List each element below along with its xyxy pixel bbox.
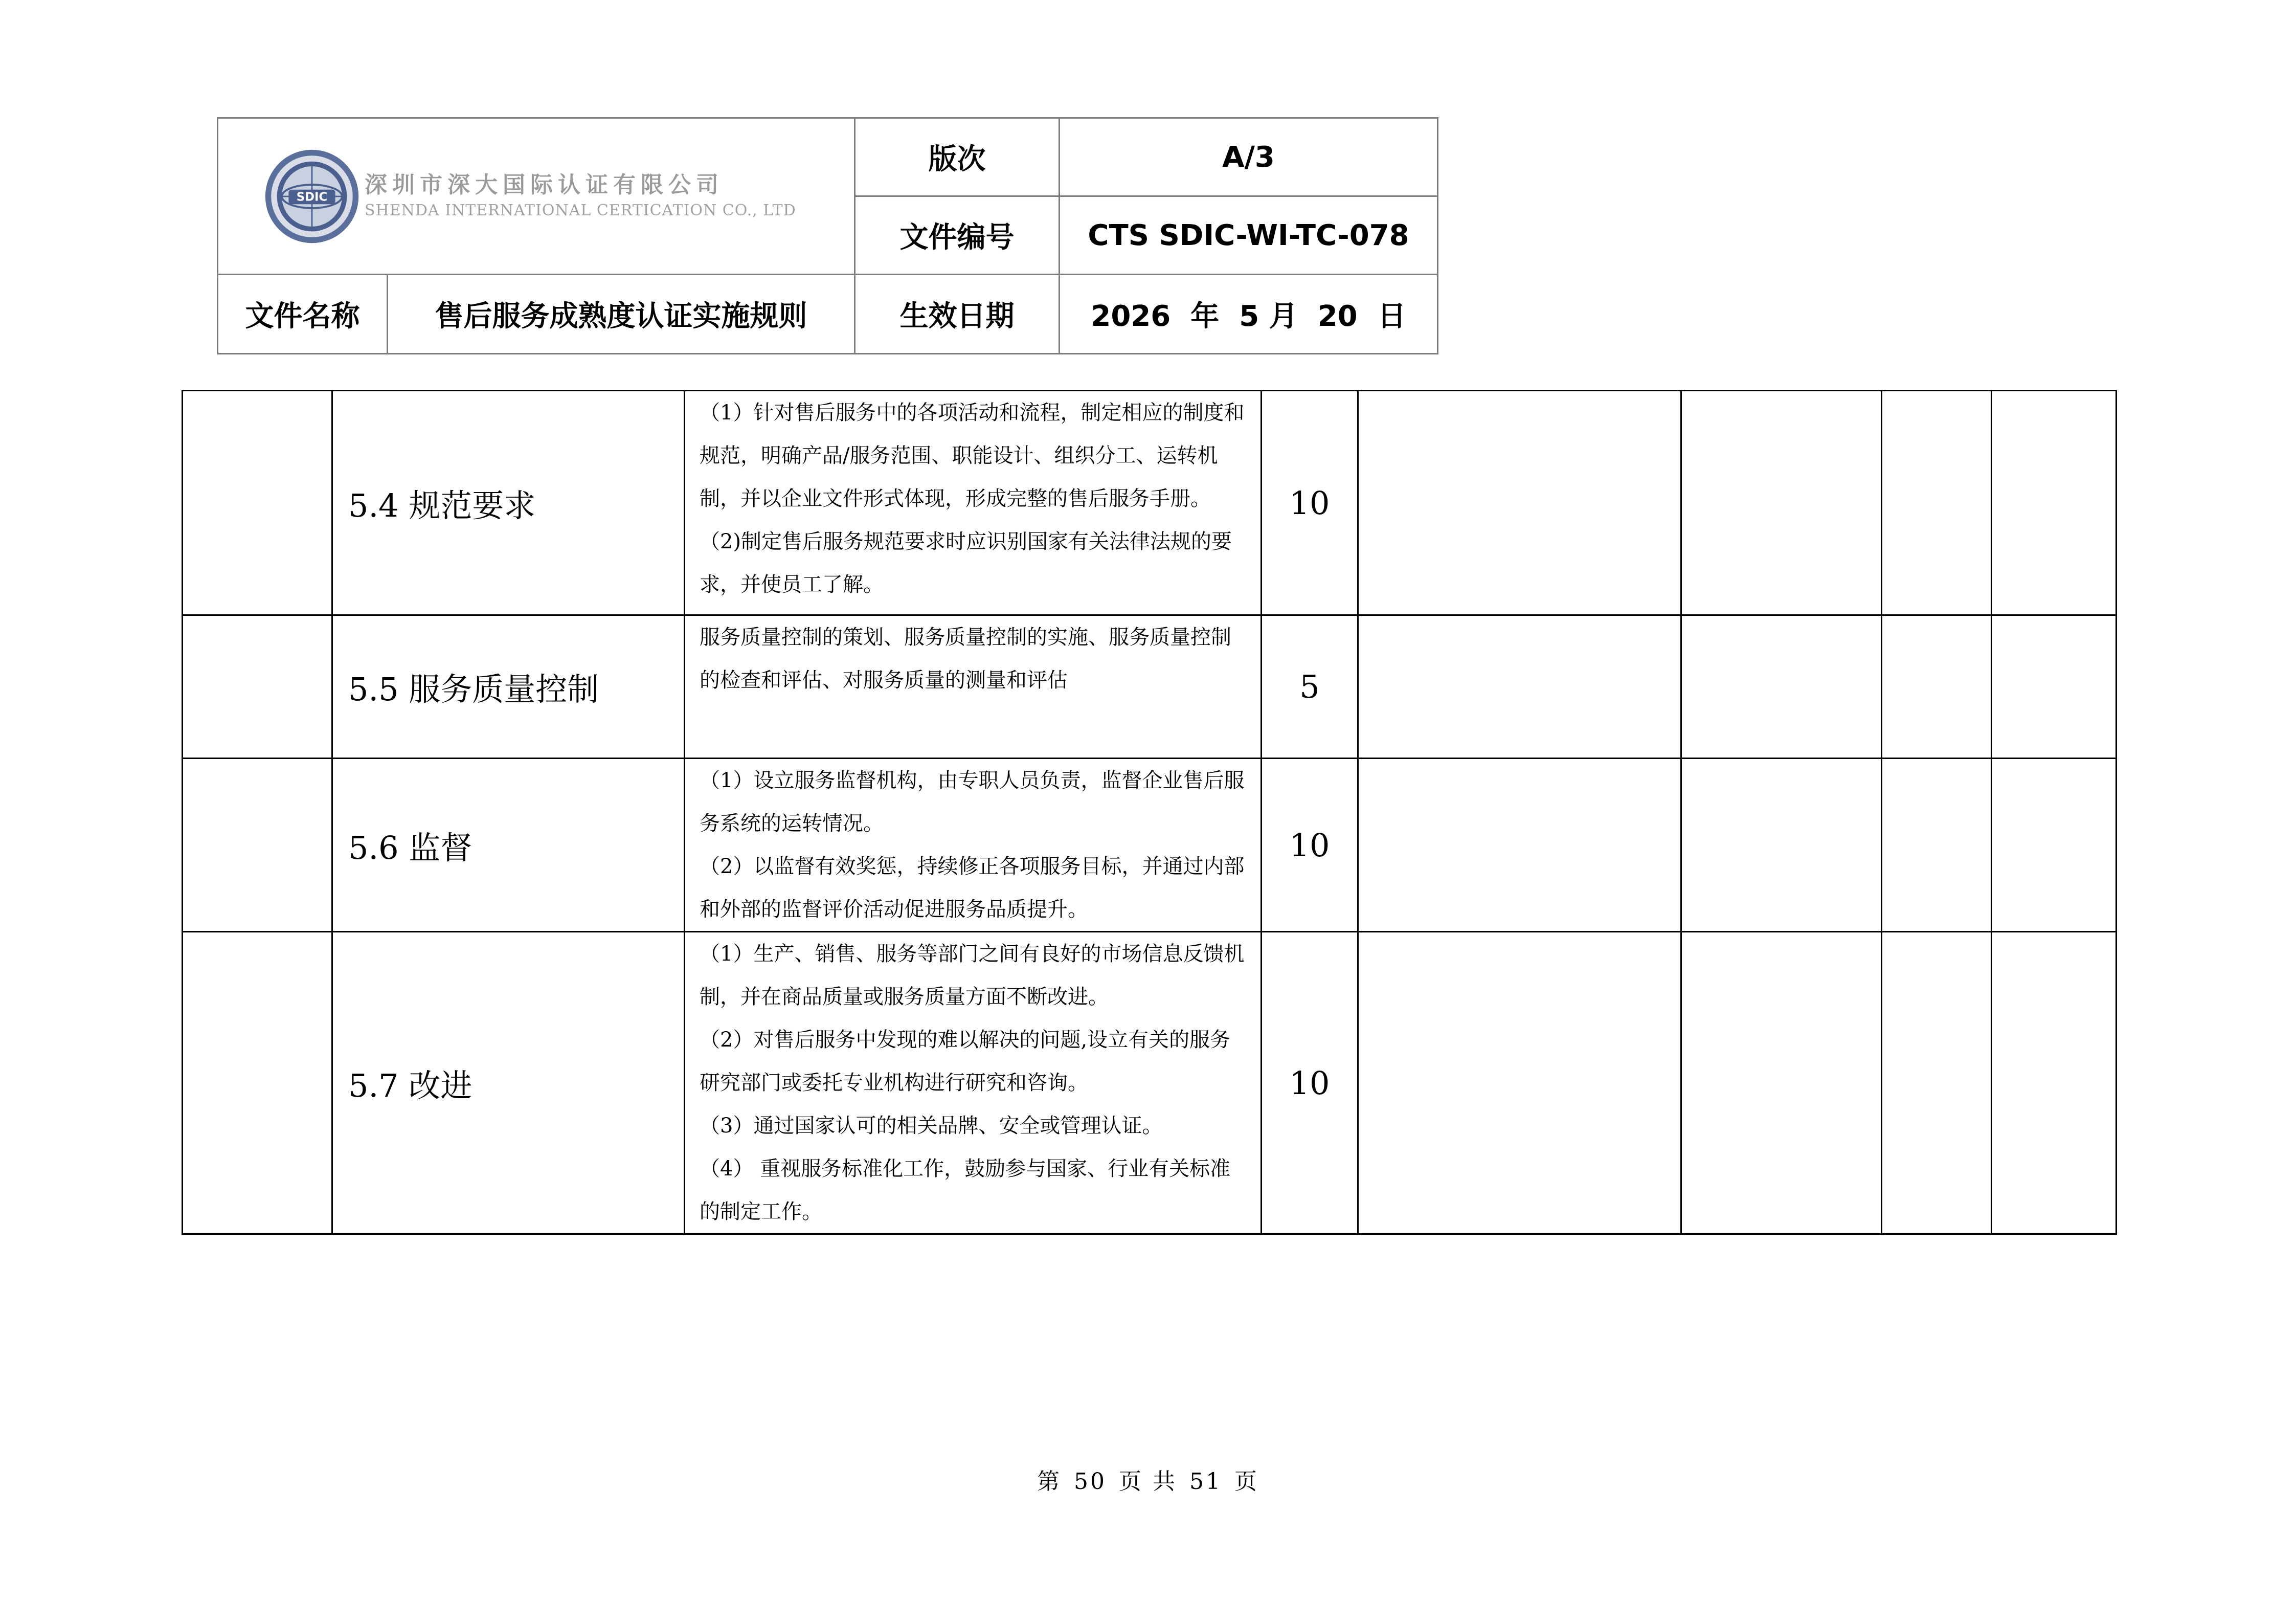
doc-no-value: CTS SDIC-WI-TC-078 xyxy=(1060,196,1438,275)
blank-cell xyxy=(1681,759,1882,932)
score-value: 10 xyxy=(1262,759,1358,932)
blank-cell xyxy=(1358,759,1681,932)
table-row xyxy=(183,391,2117,615)
requirement-text: （2）对售后服务中发现的难以解决的问题,设立有关的服务研究部门或委托专业机构进行研究和咨询。 xyxy=(700,1028,1231,1095)
requirement-text: （3）通过国家认可的相关品牌、安全或管理认证。 xyxy=(700,1114,1163,1138)
clause-title: 5.4 规范要求 xyxy=(332,391,685,615)
blank-cell xyxy=(1681,615,1882,759)
score-value: 10 xyxy=(1262,391,1358,615)
company-seal-icon xyxy=(263,148,361,245)
blank-cell xyxy=(1992,391,2117,615)
blank-cell xyxy=(1358,615,1681,759)
requirement-cell xyxy=(685,391,1262,615)
company-logo-cell xyxy=(218,118,855,275)
effective-date-value: 2026 年 5 月 20 日 xyxy=(1060,275,1438,354)
blank-cell xyxy=(1992,615,2117,759)
version-value: A/3 xyxy=(1060,118,1438,196)
blank-cell xyxy=(183,759,332,932)
evaluation-table xyxy=(182,390,2117,1235)
version-label: 版次 xyxy=(855,118,1060,196)
blank-cell xyxy=(183,391,332,615)
requirement-text: （1）生产、销售、服务等部门之间有良好的市场信息反馈机制，并在商品质量或服务质量方面不断改进。 xyxy=(700,942,1245,1009)
requirement-cell xyxy=(685,615,1262,759)
score-value: 5 xyxy=(1262,615,1358,759)
seal-text: SDIC xyxy=(296,190,328,204)
requirement-text: （2）以监督有效奖惩，持续修正各项服务目标，并通过内部和外部的监督评价活动促进服务品质提升。 xyxy=(700,855,1245,921)
blank-cell xyxy=(1882,759,1992,932)
score-value: 10 xyxy=(1262,932,1358,1234)
current-page: 50 xyxy=(1074,1469,1107,1495)
blank-cell xyxy=(1882,391,1992,615)
effective-date-label: 生效日期 xyxy=(855,275,1060,354)
blank-cell xyxy=(1992,759,2117,932)
requirement-cell xyxy=(685,759,1262,932)
doc-name-label: 文件名称 xyxy=(218,275,388,354)
document-header xyxy=(217,117,1438,354)
requirement-text: （1）设立服务监督机构，由专职人员负责，监督企业售后服务系统的运转情况。 xyxy=(700,769,1245,835)
blank-cell xyxy=(1992,932,2117,1234)
total-pages: 51 xyxy=(1189,1469,1222,1495)
blank-cell xyxy=(1681,932,1882,1234)
blank-cell xyxy=(183,932,332,1234)
blank-cell xyxy=(1358,391,1681,615)
clause-title: 5.5 服务质量控制 xyxy=(332,615,685,759)
requirement-text: （1）针对售后服务中的各项活动和流程，制定相应的制度和规范，明确产品/服务范围、职能设计、组织分工、运转机制，并以企业文件形式体现，形成完整的售后服务手册。 xyxy=(700,401,1245,510)
table-row xyxy=(183,759,2117,932)
requirement-text: 服务质量控制的策划、服务质量控制的实施、服务质量控制的检查和评估、对服务质量的测量和评估 xyxy=(700,626,1231,692)
clause-title: 5.7 改进 xyxy=(332,932,685,1234)
clause-title: 5.6 监督 xyxy=(332,759,685,932)
requirement-text: （2)制定售后服务规范要求时应识别国家有关法律法规的要求，并使员工了解。 xyxy=(700,530,1232,596)
doc-name-value: 售后服务成熟度认证实施规则 xyxy=(388,275,855,354)
company-name-en: SHENDA INTERNATIONAL CERTICATION CO., LTD xyxy=(365,201,796,219)
requirement-text: （4） 重视服务标准化工作，鼓励参与国家、行业有关标准的制定工作。 xyxy=(700,1157,1231,1223)
blank-cell xyxy=(183,615,332,759)
blank-cell xyxy=(1358,932,1681,1234)
requirement-cell xyxy=(685,932,1262,1234)
doc-no-label: 文件编号 xyxy=(855,196,1060,275)
table-row xyxy=(183,932,2117,1234)
table-row xyxy=(183,615,2117,759)
company-name-cn: 深圳市深大国际认证有限公司 xyxy=(365,171,724,198)
blank-cell xyxy=(1882,932,1992,1234)
blank-cell xyxy=(1882,615,1992,759)
blank-cell xyxy=(1681,391,1882,615)
page-number: 第 50 页 共 51 页 xyxy=(1037,1469,1259,1495)
